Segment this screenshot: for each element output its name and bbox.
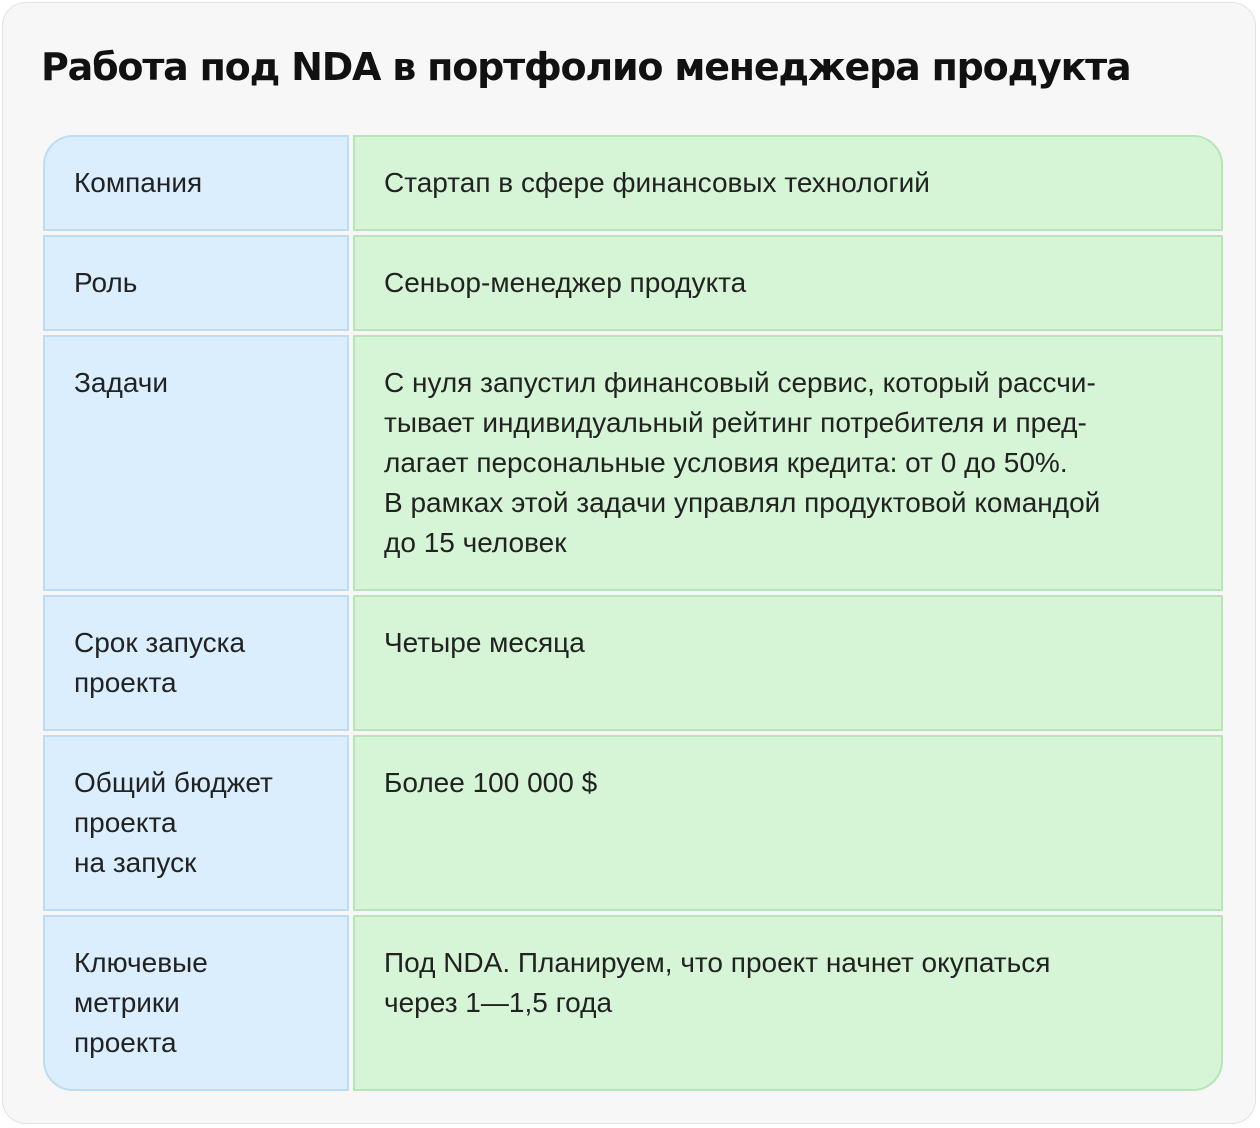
row-label-launch-term: Срок запуска проекта — [43, 595, 349, 731]
row-value-launch-term: Четыре месяца — [353, 595, 1223, 731]
row-label-company: Компания — [43, 135, 349, 231]
page-title: Работа под NDA в портфолио менеджера продукта — [41, 45, 1131, 89]
row-label-budget: Общий бюджет проекта на запуск — [43, 735, 349, 911]
row-value-company: Стартап в сфере финансовых технологий — [353, 135, 1223, 231]
info-table — [43, 135, 1223, 1091]
row-label-tasks: Задачи — [43, 335, 349, 591]
row-label-key-metrics: Ключевые метрики проекта — [43, 915, 349, 1091]
row-value-tasks: С нуля запустил финансовый сервис, который рассчи- тывает индивидуальный рейтинг потребителя и пред- лагает персональные условия кредита: от 0 до 50%. В рамках этой задачи управлял продуктовой командой до 15 человек — [353, 335, 1223, 591]
content-card — [2, 2, 1256, 1124]
row-value-role: Сеньор-менеджер продукта — [353, 235, 1223, 331]
row-value-key-metrics: Под NDA. Планируем, что проект начнет окупаться через 1—1,5 года — [353, 915, 1223, 1091]
row-label-role: Роль — [43, 235, 349, 331]
row-value-budget: Более 100 000 $ — [353, 735, 1223, 911]
